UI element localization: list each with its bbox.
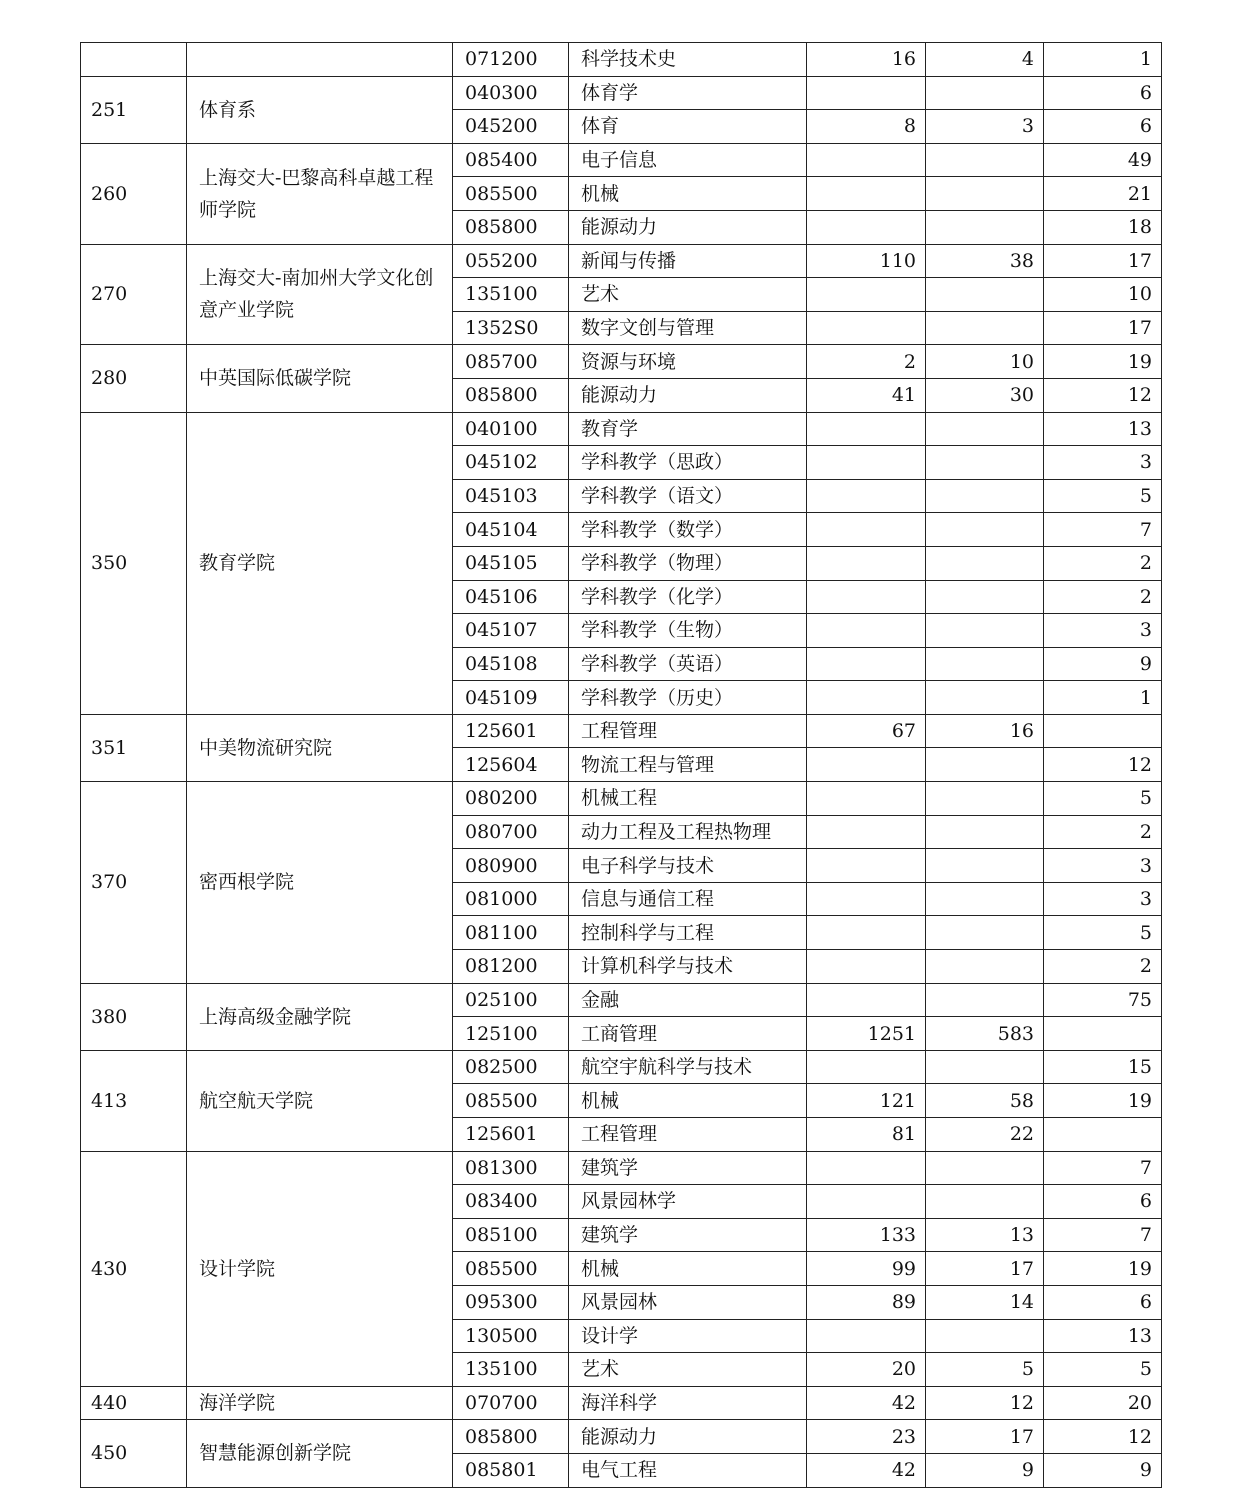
count-col-2: [926, 513, 1044, 547]
major-code: 040300: [453, 76, 569, 110]
department-code: 351: [81, 714, 187, 781]
count-col-3: 7: [1044, 1218, 1162, 1252]
count-col-3: 49: [1044, 143, 1162, 177]
count-col-1: [807, 311, 926, 345]
count-col-2: 38: [926, 244, 1044, 278]
count-col-3: 13: [1044, 1319, 1162, 1353]
count-col-1: [807, 143, 926, 177]
major-name: 教育学: [569, 412, 807, 446]
major-code: 085500: [453, 1252, 569, 1286]
department-name: 上海交大-巴黎高科卓越工程师学院: [187, 143, 453, 244]
count-col-3: 20: [1044, 1386, 1162, 1420]
major-code: 085801: [453, 1453, 569, 1487]
major-name: 电气工程: [569, 1453, 807, 1487]
department-code: 350: [81, 412, 187, 714]
count-col-2: 10: [926, 345, 1044, 379]
count-col-1: [807, 849, 926, 883]
major-code: 080900: [453, 849, 569, 883]
count-col-1: [807, 681, 926, 715]
count-col-2: [926, 748, 1044, 782]
count-col-3: 6: [1044, 1285, 1162, 1319]
major-name: 金融: [569, 983, 807, 1017]
count-col-1: 41: [807, 378, 926, 412]
major-name: 建筑学: [569, 1151, 807, 1185]
count-col-3: 5: [1044, 1353, 1162, 1387]
major-code: 081200: [453, 950, 569, 984]
count-col-1: [807, 412, 926, 446]
count-col-3: [1044, 714, 1162, 748]
major-code: 070700: [453, 1386, 569, 1420]
count-col-2: [926, 815, 1044, 849]
count-col-2: 17: [926, 1420, 1044, 1454]
count-col-1: [807, 882, 926, 916]
count-col-3: 3: [1044, 614, 1162, 648]
count-col-2: [926, 882, 1044, 916]
major-code: 081300: [453, 1151, 569, 1185]
count-col-3: 15: [1044, 1050, 1162, 1084]
count-col-2: [926, 177, 1044, 211]
count-col-1: [807, 950, 926, 984]
major-code: 045109: [453, 681, 569, 715]
major-name: 能源动力: [569, 378, 807, 412]
count-col-3: 6: [1044, 110, 1162, 144]
count-col-1: [807, 1050, 926, 1084]
count-col-2: 13: [926, 1218, 1044, 1252]
major-code: 095300: [453, 1285, 569, 1319]
count-col-2: [926, 1151, 1044, 1185]
major-code: 125604: [453, 748, 569, 782]
department-name: [187, 43, 453, 77]
count-col-2: 4: [926, 43, 1044, 77]
major-name: 工程管理: [569, 1118, 807, 1152]
count-col-1: [807, 983, 926, 1017]
count-col-2: [926, 546, 1044, 580]
major-name: 艺术: [569, 1353, 807, 1387]
major-name: 动力工程及工程热物理: [569, 815, 807, 849]
department-code: 370: [81, 782, 187, 984]
major-name: 学科教学（数学）: [569, 513, 807, 547]
major-name: 资源与环境: [569, 345, 807, 379]
count-col-1: [807, 479, 926, 513]
department-code: 260: [81, 143, 187, 244]
count-col-2: [926, 647, 1044, 681]
count-col-2: 14: [926, 1285, 1044, 1319]
count-col-3: 7: [1044, 513, 1162, 547]
department-name: 智慧能源创新学院: [187, 1420, 453, 1487]
count-col-1: [807, 278, 926, 312]
count-col-2: [926, 76, 1044, 110]
department-name: 中美物流研究院: [187, 714, 453, 781]
count-col-1: [807, 916, 926, 950]
major-name: 控制科学与工程: [569, 916, 807, 950]
major-code: 083400: [453, 1185, 569, 1219]
major-name: 体育学: [569, 76, 807, 110]
major-name: 机械工程: [569, 782, 807, 816]
major-code: 045102: [453, 446, 569, 480]
major-name: 风景园林学: [569, 1185, 807, 1219]
count-col-3: 2: [1044, 546, 1162, 580]
count-col-2: [926, 143, 1044, 177]
major-code: 085800: [453, 210, 569, 244]
count-col-3: 2: [1044, 950, 1162, 984]
count-col-3: 5: [1044, 782, 1162, 816]
major-name: 机械: [569, 1084, 807, 1118]
department-name: 设计学院: [187, 1151, 453, 1386]
table-row: [81, 983, 1162, 1017]
count-col-1: 133: [807, 1218, 926, 1252]
major-name: 风景园林: [569, 1285, 807, 1319]
count-col-2: 16: [926, 714, 1044, 748]
major-code: 082500: [453, 1050, 569, 1084]
major-name: 学科教学（化学）: [569, 580, 807, 614]
count-col-3: 3: [1044, 446, 1162, 480]
count-col-1: [807, 748, 926, 782]
count-col-2: [926, 1050, 1044, 1084]
table-body: [81, 43, 1162, 1488]
table-row: [81, 1420, 1162, 1454]
department-name: 航空航天学院: [187, 1050, 453, 1151]
major-code: 085800: [453, 1420, 569, 1454]
count-col-2: [926, 210, 1044, 244]
major-name: 电子信息: [569, 143, 807, 177]
count-col-1: [807, 647, 926, 681]
major-code: 040100: [453, 412, 569, 446]
count-col-1: 1251: [807, 1017, 926, 1051]
count-col-2: [926, 849, 1044, 883]
major-code: 1352S0: [453, 311, 569, 345]
count-col-1: [807, 210, 926, 244]
count-col-1: [807, 76, 926, 110]
count-col-2: [926, 479, 1044, 513]
major-code: 080700: [453, 815, 569, 849]
major-code: 081100: [453, 916, 569, 950]
major-name: 计算机科学与技术: [569, 950, 807, 984]
count-col-3: 3: [1044, 882, 1162, 916]
department-code: 440: [81, 1386, 187, 1420]
department-name: 上海交大-南加州大学文化创意产业学院: [187, 244, 453, 345]
count-col-2: [926, 446, 1044, 480]
major-name: 设计学: [569, 1319, 807, 1353]
count-col-1: 89: [807, 1285, 926, 1319]
major-code: 125601: [453, 1118, 569, 1152]
major-name: 新闻与传播: [569, 244, 807, 278]
count-col-2: [926, 950, 1044, 984]
count-col-3: 1: [1044, 43, 1162, 77]
count-col-1: [807, 614, 926, 648]
count-col-3: [1044, 1017, 1162, 1051]
count-col-3: 19: [1044, 1084, 1162, 1118]
department-name: 海洋学院: [187, 1386, 453, 1420]
major-code: 045200: [453, 110, 569, 144]
table-row: [81, 345, 1162, 379]
count-col-3: 5: [1044, 479, 1162, 513]
count-col-1: 67: [807, 714, 926, 748]
major-code: 045105: [453, 546, 569, 580]
table-row: [81, 782, 1162, 816]
major-name: 海洋科学: [569, 1386, 807, 1420]
major-code: 085100: [453, 1218, 569, 1252]
count-col-2: [926, 1185, 1044, 1219]
major-code: 135100: [453, 278, 569, 312]
count-col-2: [926, 412, 1044, 446]
count-col-3: 2: [1044, 580, 1162, 614]
major-name: 学科教学（英语）: [569, 647, 807, 681]
count-col-1: 42: [807, 1453, 926, 1487]
major-code: 125601: [453, 714, 569, 748]
table-row: [81, 244, 1162, 278]
count-col-2: [926, 278, 1044, 312]
department-code: 430: [81, 1151, 187, 1386]
count-col-3: 12: [1044, 748, 1162, 782]
count-col-3: 6: [1044, 76, 1162, 110]
major-name: 科学技术史: [569, 43, 807, 77]
count-col-2: 9: [926, 1453, 1044, 1487]
department-name: 上海高级金融学院: [187, 983, 453, 1050]
count-col-1: [807, 1151, 926, 1185]
major-code: 125100: [453, 1017, 569, 1051]
count-col-1: [807, 513, 926, 547]
count-col-1: [807, 546, 926, 580]
count-col-1: [807, 580, 926, 614]
major-name: 机械: [569, 177, 807, 211]
department-code: 270: [81, 244, 187, 345]
major-code: 055200: [453, 244, 569, 278]
count-col-1: 81: [807, 1118, 926, 1152]
count-col-3: 21: [1044, 177, 1162, 211]
major-name: 学科教学（思政）: [569, 446, 807, 480]
count-col-1: [807, 782, 926, 816]
count-col-1: 2: [807, 345, 926, 379]
count-col-3: 19: [1044, 1252, 1162, 1286]
table-row: [81, 714, 1162, 748]
department-name: 密西根学院: [187, 782, 453, 984]
count-col-1: 121: [807, 1084, 926, 1118]
department-code: 280: [81, 345, 187, 412]
count-col-3: 7: [1044, 1151, 1162, 1185]
count-col-1: 110: [807, 244, 926, 278]
major-code: 045104: [453, 513, 569, 547]
count-col-3: 17: [1044, 311, 1162, 345]
major-code: 045108: [453, 647, 569, 681]
major-code: 085500: [453, 177, 569, 211]
count-col-2: 17: [926, 1252, 1044, 1286]
department-code: [81, 43, 187, 77]
major-name: 学科教学（语文）: [569, 479, 807, 513]
count-col-1: [807, 1319, 926, 1353]
count-col-2: 58: [926, 1084, 1044, 1118]
major-name: 物流工程与管理: [569, 748, 807, 782]
count-col-3: 10: [1044, 278, 1162, 312]
count-col-3: 12: [1044, 1420, 1162, 1454]
count-col-3: 6: [1044, 1185, 1162, 1219]
major-name: 机械: [569, 1252, 807, 1286]
table-row: [81, 1050, 1162, 1084]
count-col-2: 5: [926, 1353, 1044, 1387]
table-row: [81, 1386, 1162, 1420]
major-name: 学科教学（历史）: [569, 681, 807, 715]
department-code: 450: [81, 1420, 187, 1487]
major-code: 085500: [453, 1084, 569, 1118]
major-name: 工程管理: [569, 714, 807, 748]
major-code: 080200: [453, 782, 569, 816]
major-code: 045107: [453, 614, 569, 648]
major-code: 085700: [453, 345, 569, 379]
count-col-3: 19: [1044, 345, 1162, 379]
count-col-2: [926, 614, 1044, 648]
count-col-2: 12: [926, 1386, 1044, 1420]
count-col-1: 42: [807, 1386, 926, 1420]
major-name: 体育: [569, 110, 807, 144]
count-col-3: 1: [1044, 681, 1162, 715]
table-row: [81, 412, 1162, 446]
department-name: 中英国际低碳学院: [187, 345, 453, 412]
count-col-1: [807, 446, 926, 480]
count-col-3: 9: [1044, 647, 1162, 681]
major-code: 085800: [453, 378, 569, 412]
major-code: 025100: [453, 983, 569, 1017]
table-row: [81, 1151, 1162, 1185]
major-name: 数字文创与管理: [569, 311, 807, 345]
count-col-3: 2: [1044, 815, 1162, 849]
major-code: 135100: [453, 1353, 569, 1387]
count-col-3: 17: [1044, 244, 1162, 278]
enrollment-table: [80, 42, 1162, 1488]
major-name: 学科教学（物理）: [569, 546, 807, 580]
count-col-3: 75: [1044, 983, 1162, 1017]
count-col-1: 20: [807, 1353, 926, 1387]
department-code: 251: [81, 76, 187, 143]
count-col-1: [807, 1185, 926, 1219]
count-col-3: 12: [1044, 378, 1162, 412]
count-col-1: 16: [807, 43, 926, 77]
department-code: 380: [81, 983, 187, 1050]
major-name: 能源动力: [569, 1420, 807, 1454]
department-name: 体育系: [187, 76, 453, 143]
count-col-1: [807, 177, 926, 211]
table-row: [81, 76, 1162, 110]
major-code: 045106: [453, 580, 569, 614]
major-name: 航空宇航科学与技术: [569, 1050, 807, 1084]
major-name: 艺术: [569, 278, 807, 312]
count-col-2: 583: [926, 1017, 1044, 1051]
major-name: 工商管理: [569, 1017, 807, 1051]
count-col-3: 9: [1044, 1453, 1162, 1487]
department-name: 教育学院: [187, 412, 453, 714]
count-col-2: [926, 580, 1044, 614]
department-code: 413: [81, 1050, 187, 1151]
count-col-1: [807, 815, 926, 849]
count-col-2: 22: [926, 1118, 1044, 1152]
count-col-3: 5: [1044, 916, 1162, 950]
count-col-1: 23: [807, 1420, 926, 1454]
major-code: 085400: [453, 143, 569, 177]
count-col-2: 3: [926, 110, 1044, 144]
major-name: 建筑学: [569, 1218, 807, 1252]
count-col-2: [926, 681, 1044, 715]
count-col-2: [926, 782, 1044, 816]
major-name: 信息与通信工程: [569, 882, 807, 916]
table-row: [81, 143, 1162, 177]
major-code: 071200: [453, 43, 569, 77]
major-code: 130500: [453, 1319, 569, 1353]
count-col-1: 99: [807, 1252, 926, 1286]
count-col-2: [926, 311, 1044, 345]
count-col-2: [926, 1319, 1044, 1353]
count-col-3: [1044, 1118, 1162, 1152]
major-name: 能源动力: [569, 210, 807, 244]
count-col-2: 30: [926, 378, 1044, 412]
count-col-3: 3: [1044, 849, 1162, 883]
major-code: 045103: [453, 479, 569, 513]
count-col-2: [926, 916, 1044, 950]
count-col-1: 8: [807, 110, 926, 144]
count-col-3: 18: [1044, 210, 1162, 244]
major-code: 081000: [453, 882, 569, 916]
table-row: [81, 43, 1162, 77]
major-name: 电子科学与技术: [569, 849, 807, 883]
major-name: 学科教学（生物）: [569, 614, 807, 648]
count-col-3: 13: [1044, 412, 1162, 446]
count-col-2: [926, 983, 1044, 1017]
